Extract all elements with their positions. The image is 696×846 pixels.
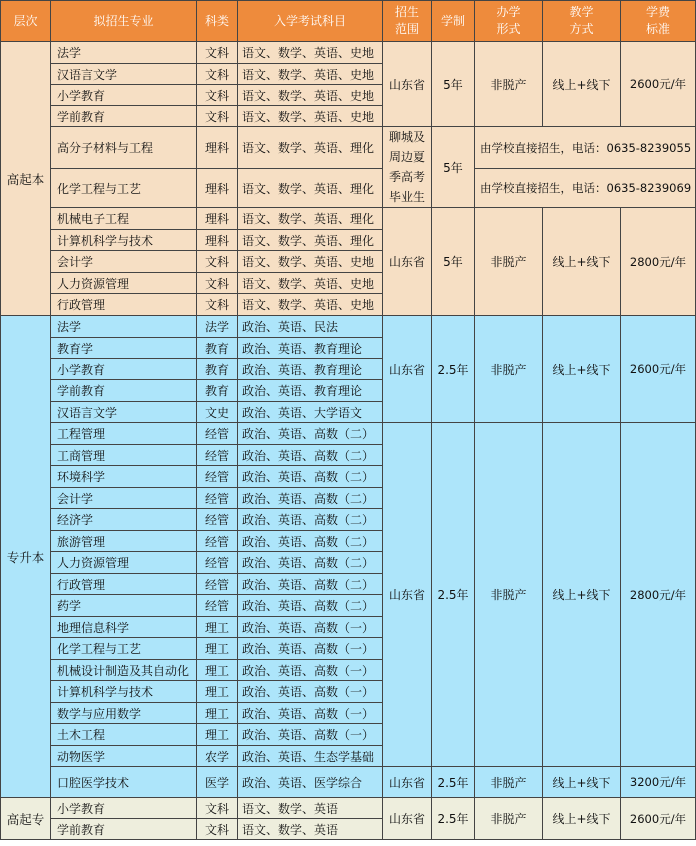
study-form-cell: 非脱产 xyxy=(475,208,543,316)
study-form-cell: 非脱产 xyxy=(475,767,543,798)
major-cell: 机械设计制造及其自动化 xyxy=(51,660,197,681)
header-form: 办学 形式 xyxy=(475,1,543,42)
major-cell: 土木工程 xyxy=(51,724,197,746)
major-cell: 学前教育 xyxy=(51,106,197,127)
tuition-fee-cell: 2800元/年 xyxy=(621,208,696,316)
exam-subjects-cell: 政治、英语、高数（一） xyxy=(238,660,383,681)
subject-type-cell: 经管 xyxy=(197,552,238,574)
table-row xyxy=(1,208,696,230)
major-cell: 人力资源管理 xyxy=(51,273,197,294)
major-cell: 学前教育 xyxy=(51,380,197,402)
subject-type-cell: 文科 xyxy=(197,798,238,819)
exam-subjects-cell: 政治、英语、医学综合 xyxy=(238,767,383,798)
subject-type-cell: 文科 xyxy=(197,64,238,85)
major-cell: 学前教育 xyxy=(51,819,197,840)
teaching-mode-cell: 线上+线下 xyxy=(543,42,621,127)
exam-subjects-cell: 语文、数学、英语、史地 xyxy=(238,42,383,64)
subject-type-cell: 教育 xyxy=(197,380,238,402)
major-cell: 高分子材料与工程 xyxy=(51,127,197,169)
gaoqiben-level-cell: 高起本 xyxy=(1,42,51,316)
tuition-fee-cell: 2600元/年 xyxy=(621,798,696,840)
exam-subjects-cell: 政治、英语、高数（一） xyxy=(238,703,383,724)
exam-subjects-cell: 政治、英语、高数（二） xyxy=(238,488,383,509)
exam-subjects-cell: 政治、英语、高数（二） xyxy=(238,423,383,445)
exam-subjects-cell: 政治、英语、高数（二） xyxy=(238,445,383,466)
subject-type-cell: 文科 xyxy=(197,42,238,64)
exam-subjects-cell: 政治、英语、高数（一） xyxy=(238,681,383,703)
subject-type-cell: 经管 xyxy=(197,445,238,466)
major-cell: 会计学 xyxy=(51,488,197,509)
exam-subjects-cell: 政治、英语、高数（二） xyxy=(238,531,383,552)
subject-type-cell: 文科 xyxy=(197,85,238,106)
subject-type-cell: 经管 xyxy=(197,423,238,445)
enrollment-range-line: 毕业生 xyxy=(388,190,425,204)
subject-type-cell: 经管 xyxy=(197,488,238,509)
exam-subjects-cell: 政治、英语、高数（二） xyxy=(238,466,383,488)
duration-cell: 5年 xyxy=(432,208,475,316)
header-duration: 学制 xyxy=(432,1,475,42)
major-cell: 教育学 xyxy=(51,338,197,359)
major-cell: 口腔医学技术 xyxy=(51,767,197,798)
major-cell: 行政管理 xyxy=(51,574,197,595)
exam-subjects-cell: 语文、数学、英语、理化 xyxy=(238,208,383,230)
subject-type-cell: 经管 xyxy=(197,574,238,595)
header-range: 招生 范围 xyxy=(383,1,432,42)
header-row xyxy=(1,1,696,42)
duration-cell: 2.5年 xyxy=(432,423,475,767)
header-level: 层次 xyxy=(1,1,51,42)
study-form-cell: 非脱产 xyxy=(475,42,543,127)
header-major: 拟招生专业 xyxy=(51,1,197,42)
enrollment-range-cell xyxy=(383,127,432,208)
exam-subjects-cell: 语文、数学、英语、史地 xyxy=(238,64,383,85)
exam-subjects-cell: 政治、英语、生态学基础 xyxy=(238,746,383,767)
teaching-mode-cell: 线上+线下 xyxy=(543,208,621,316)
subject-type-cell: 文科 xyxy=(197,819,238,840)
exam-subjects-cell: 政治、英语、教育理论 xyxy=(238,338,383,359)
enrollment-range-line: 季高考 xyxy=(388,170,425,184)
major-cell: 药学 xyxy=(51,595,197,617)
exam-subjects-cell: 语文、数学、英语、史地 xyxy=(238,251,383,273)
exam-subjects-cell: 政治、英语、高数（一） xyxy=(238,724,383,746)
direct-enrollment-cell: 由学校直接招生，电话：0635-8239069 xyxy=(475,169,696,208)
major-cell: 法学 xyxy=(51,42,197,64)
major-cell: 旅游管理 xyxy=(51,531,197,552)
enrollment-range-cell: 山东省 xyxy=(383,767,432,798)
exam-subjects-cell: 语文、数学、英语 xyxy=(238,798,383,819)
major-cell: 行政管理 xyxy=(51,294,197,316)
major-cell: 汉语言文学 xyxy=(51,402,197,423)
exam-subjects-cell: 政治、英语、高数（二） xyxy=(238,595,383,617)
subject-type-cell: 文科 xyxy=(197,294,238,316)
teaching-mode-cell: 线上+线下 xyxy=(543,767,621,798)
exam-subjects-cell: 语文、数学、英语、史地 xyxy=(238,273,383,294)
exam-subjects-cell: 政治、英语、教育理论 xyxy=(238,359,383,380)
table-row xyxy=(1,42,696,64)
major-cell: 工程管理 xyxy=(51,423,197,445)
exam-subjects-cell: 政治、英语、高数（二） xyxy=(238,509,383,531)
exam-subjects-cell: 语文、数学、英语、史地 xyxy=(238,294,383,316)
subject-type-cell: 经管 xyxy=(197,509,238,531)
exam-subjects-cell: 语文、数学、英语、理化 xyxy=(238,169,383,208)
table-row xyxy=(1,423,696,445)
exam-subjects-cell: 语文、数学、英语 xyxy=(238,819,383,840)
major-cell: 计算机科学与技术 xyxy=(51,230,197,251)
subject-type-cell: 理工 xyxy=(197,617,238,638)
major-cell: 计算机科学与技术 xyxy=(51,681,197,703)
subject-type-cell: 理科 xyxy=(197,169,238,208)
study-form-cell: 非脱产 xyxy=(475,423,543,767)
major-cell: 工商管理 xyxy=(51,445,197,466)
gaoqizhuan-level-cell: 高起专 xyxy=(1,798,51,840)
tuition-fee-cell: 2600元/年 xyxy=(621,316,696,423)
exam-subjects-cell: 政治、英语、高数（一） xyxy=(238,638,383,660)
exam-subjects-cell: 政治、英语、大学语文 xyxy=(238,402,383,423)
enrollment-range-cell: 山东省 xyxy=(383,316,432,423)
tuition-fee-cell: 2600元/年 xyxy=(621,42,696,127)
study-form-cell: 非脱产 xyxy=(475,798,543,840)
major-cell: 数学与应用数学 xyxy=(51,703,197,724)
major-cell: 会计学 xyxy=(51,251,197,273)
table-row xyxy=(1,798,696,819)
study-form-cell: 非脱产 xyxy=(475,316,543,423)
major-cell: 人力资源管理 xyxy=(51,552,197,574)
subject-type-cell: 经管 xyxy=(197,595,238,617)
subject-type-cell: 文史 xyxy=(197,402,238,423)
major-cell: 环境科学 xyxy=(51,466,197,488)
exam-subjects-cell: 政治、英语、高数（一） xyxy=(238,617,383,638)
major-cell: 化学工程与工艺 xyxy=(51,169,197,208)
direct-enrollment-cell: 由学校直接招生，电话：0635-8239055 xyxy=(475,127,696,169)
table-row xyxy=(1,127,696,169)
exam-subjects-cell: 语文、数学、英语、理化 xyxy=(238,230,383,251)
subject-type-cell: 理工 xyxy=(197,703,238,724)
subject-type-cell: 教育 xyxy=(197,338,238,359)
subject-type-cell: 文科 xyxy=(197,251,238,273)
subject-type-cell: 经管 xyxy=(197,531,238,552)
duration-cell: 2.5年 xyxy=(432,316,475,423)
enrollment-range-cell: 山东省 xyxy=(383,208,432,316)
duration-cell: 5年 xyxy=(432,42,475,127)
exam-subjects-cell: 语文、数学、英语、理化 xyxy=(238,127,383,169)
teaching-mode-cell: 线上+线下 xyxy=(543,423,621,767)
exam-subjects-cell: 政治、英语、教育理论 xyxy=(238,380,383,402)
enrollment-range-line: 周边夏 xyxy=(388,150,425,164)
major-cell: 汉语言文学 xyxy=(51,64,197,85)
major-cell: 动物医学 xyxy=(51,746,197,767)
enrollment-range-cell: 山东省 xyxy=(383,798,432,840)
exam-subjects-cell: 语文、数学、英语、史地 xyxy=(238,85,383,106)
table-row xyxy=(1,767,696,798)
major-cell: 化学工程与工艺 xyxy=(51,638,197,660)
duration-cell: 2.5年 xyxy=(432,767,475,798)
major-cell: 小学教育 xyxy=(51,798,197,819)
table-row xyxy=(1,169,696,208)
subject-type-cell: 理工 xyxy=(197,681,238,703)
subject-type-cell: 经管 xyxy=(197,466,238,488)
exam-subjects-cell: 政治、英语、民法 xyxy=(238,316,383,338)
exam-subjects-cell: 政治、英语、高数（二） xyxy=(238,574,383,595)
subject-type-cell: 教育 xyxy=(197,359,238,380)
tuition-fee-cell: 3200元/年 xyxy=(621,767,696,798)
enrollment-range-line: 聊城及 xyxy=(388,130,425,144)
major-cell: 法学 xyxy=(51,316,197,338)
teaching-mode-cell: 线上+线下 xyxy=(543,316,621,423)
header-exam: 入学考试科目 xyxy=(238,1,383,42)
subject-type-cell: 医学 xyxy=(197,767,238,798)
major-cell: 小学教育 xyxy=(51,359,197,380)
subject-type-cell: 文科 xyxy=(197,106,238,127)
enrollment-range-cell: 山东省 xyxy=(383,42,432,127)
tuition-fee-cell: 2800元/年 xyxy=(621,423,696,767)
zhuanshengben-level-cell: 专升本 xyxy=(1,316,51,798)
header-teaching: 教学 方式 xyxy=(543,1,621,42)
subject-type-cell: 法学 xyxy=(197,316,238,338)
subject-type-cell: 文科 xyxy=(197,273,238,294)
subject-type-cell: 农学 xyxy=(197,746,238,767)
header-fee: 学费 标准 xyxy=(621,1,696,42)
subject-type-cell: 理科 xyxy=(197,230,238,251)
teaching-mode-cell: 线上+线下 xyxy=(543,798,621,840)
subject-type-cell: 理科 xyxy=(197,127,238,169)
subject-type-cell: 理工 xyxy=(197,638,238,660)
duration-cell: 2.5年 xyxy=(432,798,475,840)
duration-cell: 5年 xyxy=(432,127,475,208)
major-cell: 机械电子工程 xyxy=(51,208,197,230)
subject-type-cell: 理工 xyxy=(197,724,238,746)
exam-subjects-cell: 语文、数学、英语、史地 xyxy=(238,106,383,127)
major-cell: 小学教育 xyxy=(51,85,197,106)
exam-subjects-cell: 政治、英语、高数（二） xyxy=(238,552,383,574)
enrollment-range-cell: 山东省 xyxy=(383,423,432,767)
major-cell: 经济学 xyxy=(51,509,197,531)
major-cell: 地理信息科学 xyxy=(51,617,197,638)
subject-type-cell: 理工 xyxy=(197,660,238,681)
header-subject-type: 科类 xyxy=(197,1,238,42)
table-row xyxy=(1,316,696,338)
subject-type-cell: 理科 xyxy=(197,208,238,230)
